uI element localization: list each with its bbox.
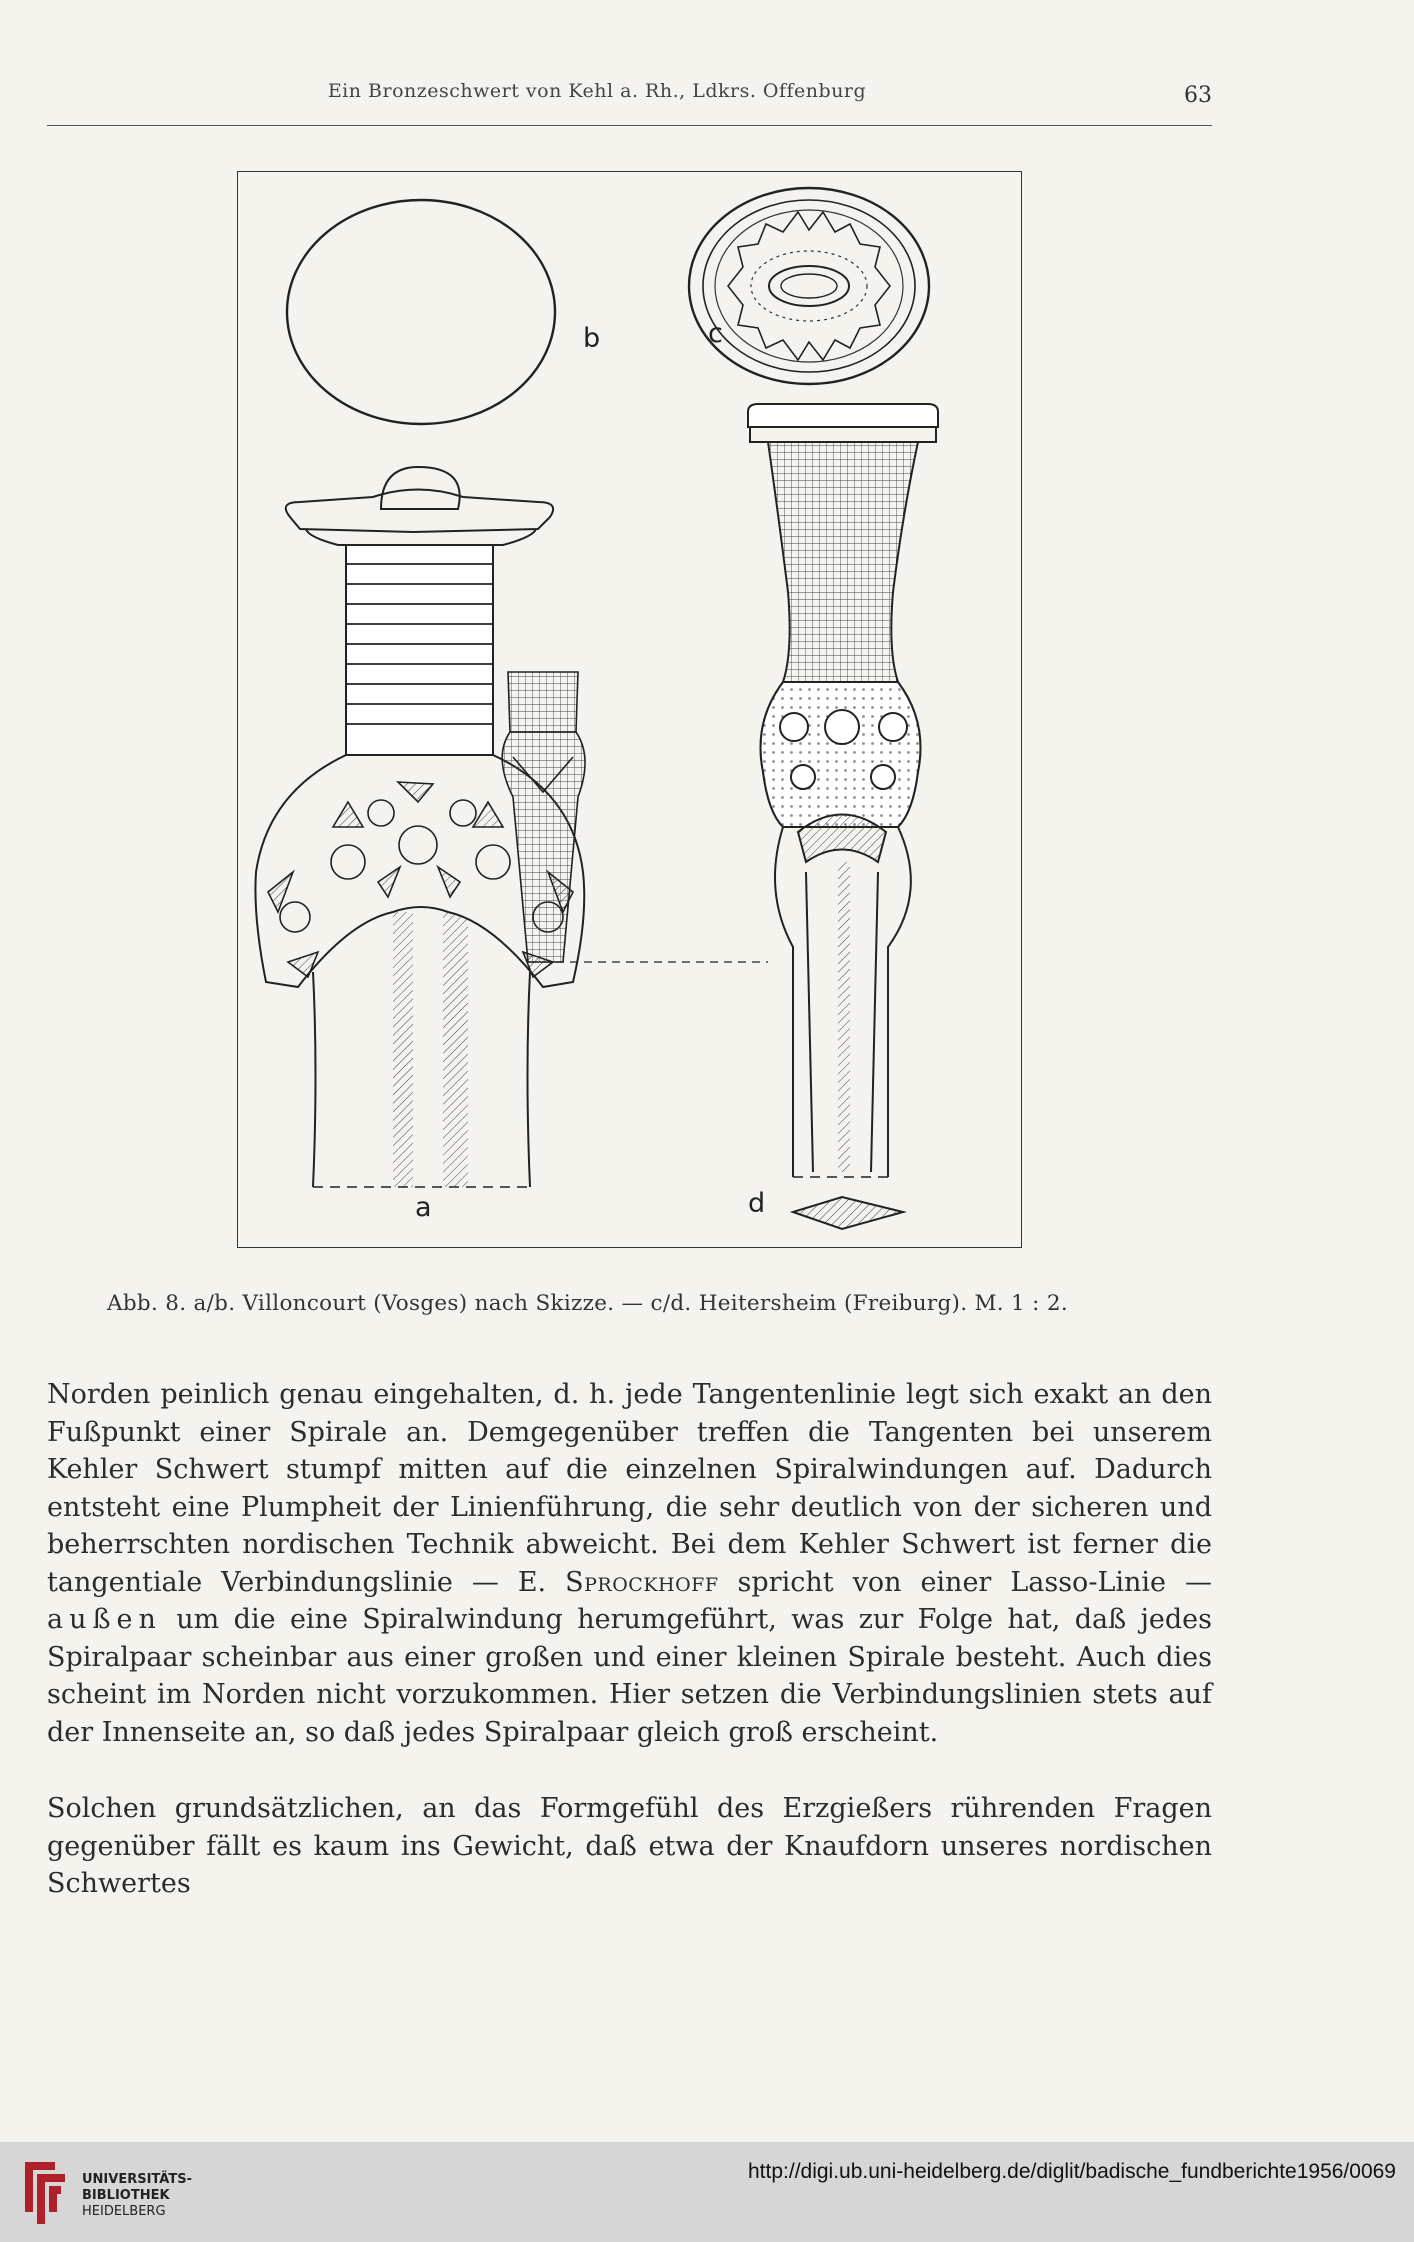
source-url-link[interactable]: http://digi.ub.uni-heidelberg.de/diglit/badische_fundberichte1956/0069 bbox=[748, 2160, 1396, 2183]
drawing-grip-detail bbox=[502, 672, 768, 962]
drawing-d-sword-hilt bbox=[748, 404, 938, 1229]
drawing-c-pommel-top bbox=[689, 188, 929, 384]
paragraph-2 bbox=[47, 1790, 1212, 1903]
drawing-b-pommel-outline bbox=[287, 200, 555, 424]
label-b: b bbox=[583, 323, 601, 354]
author-name: Sprockhoff bbox=[565, 1566, 719, 1598]
figure-caption: Abb. 8. a/b. Villoncourt (Vosges) nach Skizze. — c/d. Heitersheim (Freiburg). M. 1 : 2. bbox=[107, 1291, 1068, 1316]
label-a: a bbox=[415, 1192, 432, 1223]
library-line-2: BIBLIOTHEK bbox=[82, 2188, 170, 2203]
label-c: c bbox=[708, 318, 723, 349]
figure-abb-8 bbox=[237, 171, 1022, 1248]
paragraph-1 bbox=[47, 1376, 1212, 1751]
sword-drawings bbox=[238, 172, 1023, 1249]
library-line-3: HEIDELBERG bbox=[82, 2204, 166, 2219]
ub-heidelberg-logo-icon bbox=[15, 2152, 75, 2227]
paragraph-2-text: Solchen grundsätzlichen, an das Formgefühl des Erzgießers rührenden Fragen gegenüber fällt es kaum ins Gewicht, daß etwa der Knaufdorn unseres nordischen Schwertes bbox=[47, 1793, 1212, 1899]
running-header bbox=[47, 75, 1212, 126]
running-title: Ein Bronzeschwert von Kehl a. Rh., Ldkrs. Offenburg bbox=[327, 80, 867, 102]
library-line-1: UNIVERSITÄTS- bbox=[82, 2172, 192, 2187]
paragraph-1-text-a: Norden peinlich genau eingehalten, d. h. jede Tangentenlinie legt sich exakt an den Fußpunkt einer Spirale an. Demgegenüber treffen die Tangenten bei unserem Kehler Schwert stumpf mitten auf die einzelnen Spiralwindungen auf. Dadurch entsteht eine Plumpheit der Linienführung, die sehr deutlich von der sicheren und beherrschten nordischen Technik abweicht. Bei dem Kehler Schwert ist ferner die tangentiale Verbindungslinie — E. bbox=[47, 1379, 1212, 1598]
spaced-emphasis: außen bbox=[47, 1604, 162, 1635]
label-d: d bbox=[748, 1188, 766, 1219]
paragraph-1-text-b: spricht von einer Lasso-Linie — bbox=[718, 1566, 1212, 1598]
library-name bbox=[82, 2172, 192, 2220]
page-number: 63 bbox=[1184, 83, 1212, 108]
digitization-footer bbox=[0, 2142, 1414, 2242]
paragraph-1-text-c: um die eine Spiralwindung herumgeführt, was zur Folge hat, daß jedes Spiralpaar scheinbar aus einer großen und einer kleinen Spirale besteht. Auch dies scheint im Norden nicht vorzukommen. Hier setzen die Verbindungslinien stets auf der Innenseite an, so daß jedes Spiralpaar gleich groß erscheint. bbox=[47, 1604, 1212, 1748]
